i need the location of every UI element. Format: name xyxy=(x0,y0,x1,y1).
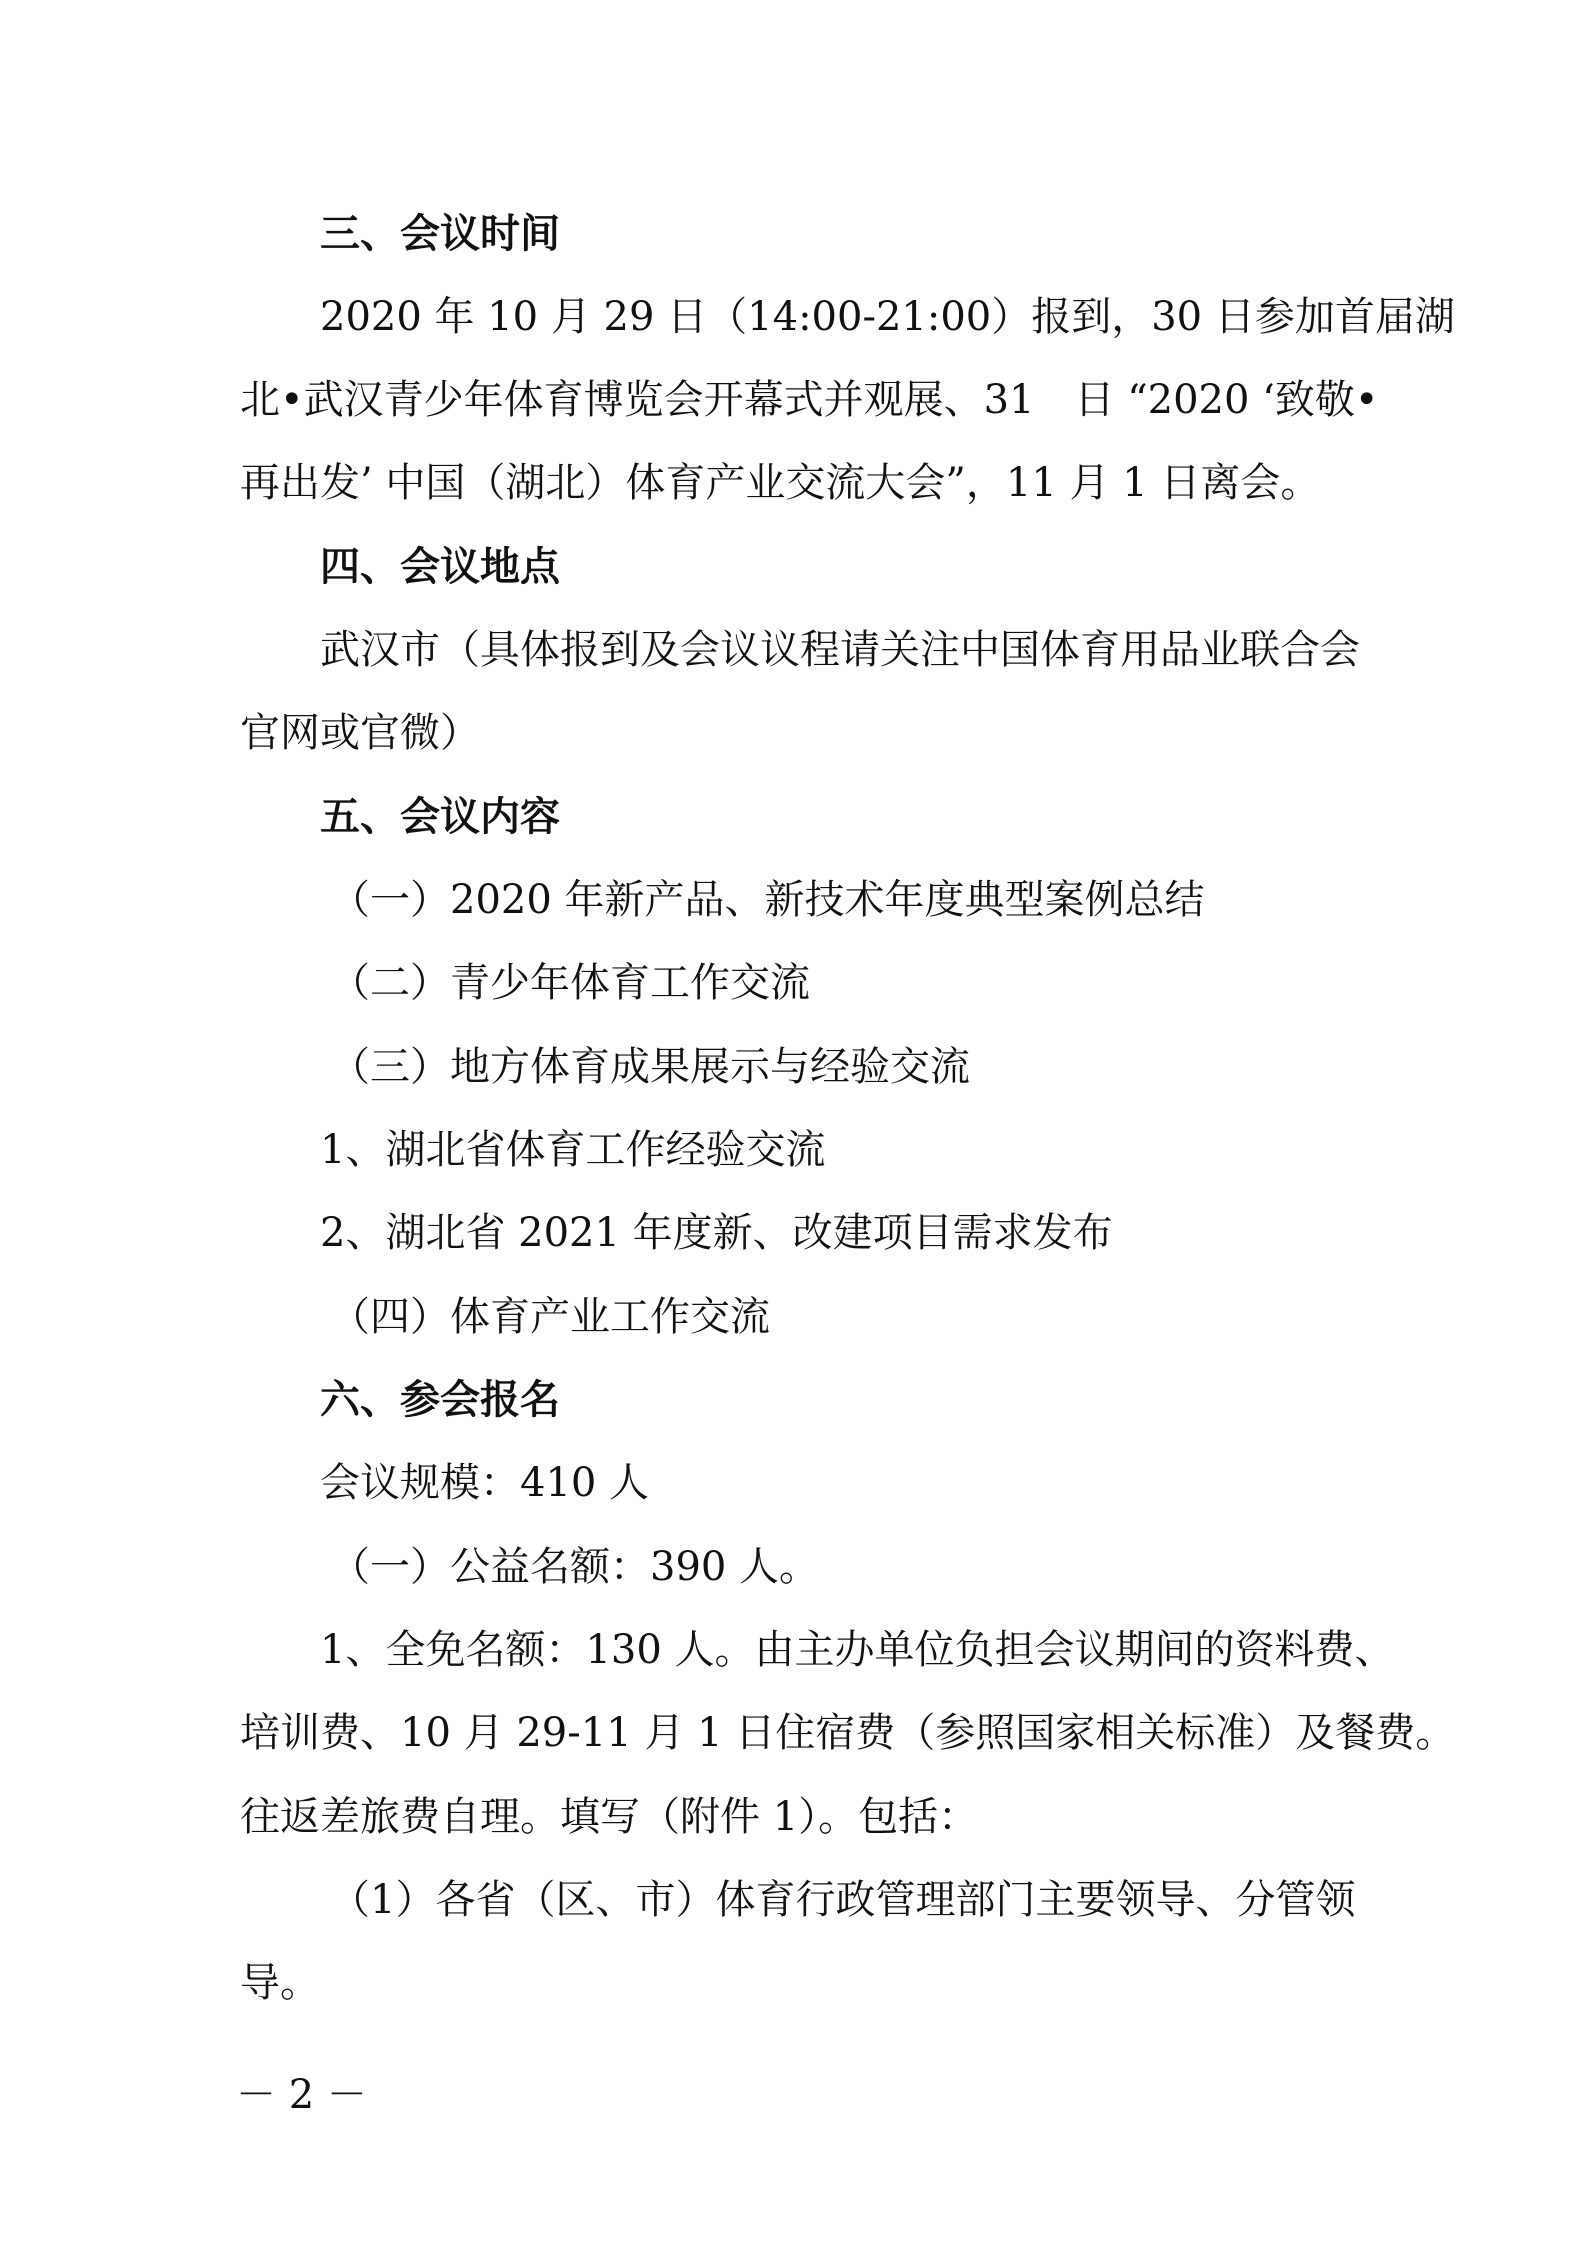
paragraph-line: 往返差旅费自理。填写（附件 1）。包括： xyxy=(240,1794,979,1840)
paragraph-line: 再出发’ 中国（湖北）体育产业交流大会”，11 月 1 日离会。 xyxy=(240,460,1321,506)
paragraph-line: 武汉市（具体报到及会议议程请关注中国体育用品业联合会 xyxy=(320,627,1360,673)
list-item: （一）公益名额：390 人。 xyxy=(330,1544,820,1590)
paragraph-line: 1、全免名额：130 人。由主办单位负担会议期间的资料费、 xyxy=(320,1627,1395,1673)
list-item: 2、湖北省 2021 年度新、改建项目需求发布 xyxy=(320,1210,1113,1256)
paragraph-line: 北•武汉青少年体育博览会开幕式并观展、31 日 “2020 ‘致敬• xyxy=(240,377,1379,423)
paragraph-line: 导。 xyxy=(240,1960,320,2006)
section-heading-meeting-content: 五、会议内容 xyxy=(320,794,560,840)
paragraph-line: 2020 年 10 月 29 日（14:00-21:00）报到，30 日参加首届湖 xyxy=(320,294,1455,340)
section-heading-meeting-location: 四、会议地点 xyxy=(320,544,560,590)
list-item: （三）地方体育成果展示与经验交流 xyxy=(330,1044,970,1090)
paragraph-line: 官网或官微） xyxy=(240,710,480,756)
list-item: （四）体育产业工作交流 xyxy=(330,1294,770,1340)
paragraph-line: 培训费、10 月 29-11 月 1 日住宿费（参照国家相关标准）及餐费。 xyxy=(240,1710,1456,1756)
list-item: （二）青少年体育工作交流 xyxy=(330,960,810,1006)
paragraph-line: （1）各省（区、市）体育行政管理部门主要领导、分管领 xyxy=(330,1877,1356,1923)
list-item: （一）2020 年新产品、新技术年度典型案例总结 xyxy=(330,877,1205,923)
page-number: － 2 － xyxy=(236,2072,367,2118)
section-heading-registration: 六、参会报名 xyxy=(320,1377,560,1423)
section-heading-meeting-time: 三、会议时间 xyxy=(320,211,560,257)
paragraph-line: 会议规模：410 人 xyxy=(320,1460,650,1506)
list-item: 1、湖北省体育工作经验交流 xyxy=(320,1127,826,1173)
